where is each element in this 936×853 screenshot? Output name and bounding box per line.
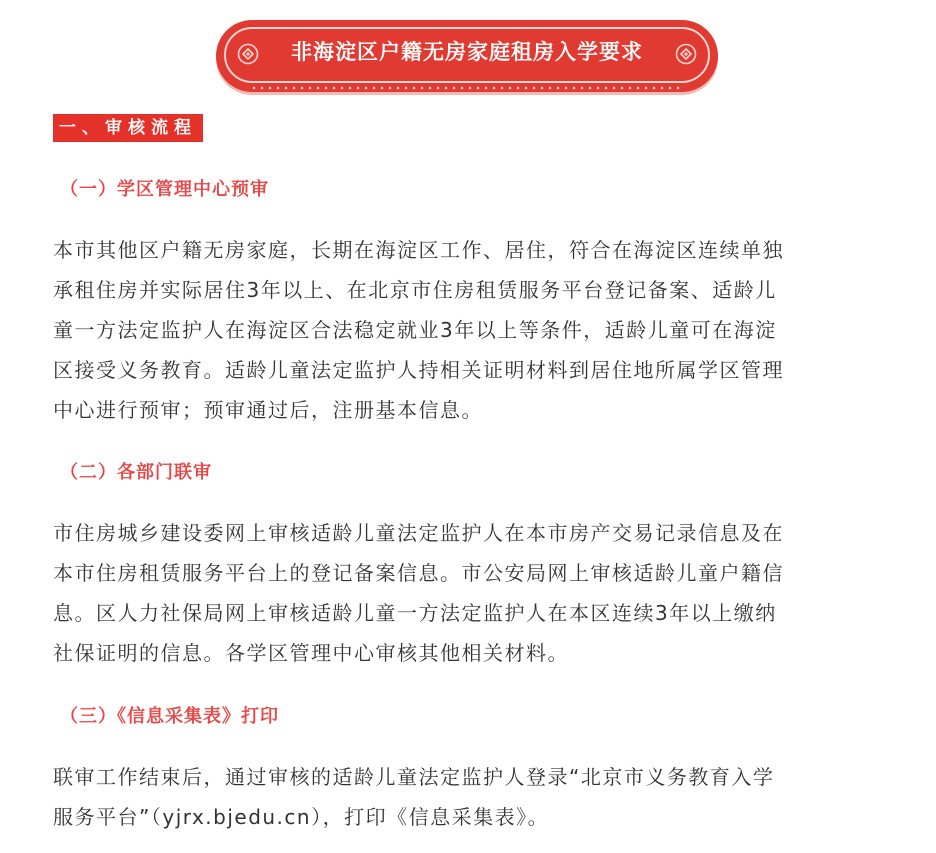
subsection-body-print-form (53, 757, 889, 837)
subsection-body-joint-review (53, 513, 889, 673)
body-line: 社保证明的信息。各学区管理中心审核其他相关材料。 (53, 641, 569, 665)
body-line: 息。区人力社保局网上审核适龄儿童一方法定监护人在本区连续3年以上缴纳 (53, 601, 777, 625)
body-line: 市住房城乡建设委网上审核适龄儿童法定监护人在本市房产交易记录信息及在 (53, 521, 784, 545)
subsection-body-pre-review (53, 230, 889, 430)
circle-diamond-ornament-icon (675, 43, 697, 65)
section-heading: 一、审核流程 (53, 114, 203, 142)
title-banner (216, 20, 718, 92)
subsection-heading-print-form: （三）《信息采集表》打印 (60, 706, 279, 727)
subsection-heading-joint-review: （二）各部门联审 (60, 462, 212, 483)
body-line: 童一方法定监护人在海淀区合法稳定就业3年以上等条件，适龄儿童可在海淀 (53, 318, 777, 342)
body-line: 区接受义务教育。适龄儿童法定监护人持相关证明材料到居住地所属学区管理 (53, 358, 784, 382)
body-line: 服务平台”（yjrx.bjedu.cn），打印《信息采集表》。 (53, 805, 550, 829)
circle-diamond-ornament-icon (237, 43, 259, 65)
body-line: 联审工作结束后，通过审核的适龄儿童法定监护人登录“北京市义务教育入学 (53, 765, 775, 789)
banner-dot-trim (250, 86, 684, 90)
body-line: 本市其他区户籍无房家庭，长期在海淀区工作、居住，符合在海淀区连续单独 (53, 238, 784, 262)
page-title: 非海淀区户籍无房家庭租房入学要求 (291, 40, 643, 64)
body-line: 中心进行预审；预审通过后，注册基本信息。 (53, 398, 483, 422)
body-line: 本市住房租赁服务平台上的登记备案信息。市公安局网上审核适龄儿童户籍信 (53, 561, 784, 585)
body-line: 承租住房并实际居住3年以上、在北京市住房租赁服务平台登记备案、适龄儿 (53, 278, 777, 302)
subsection-heading-pre-review: （一）学区管理中心预审 (60, 179, 269, 200)
